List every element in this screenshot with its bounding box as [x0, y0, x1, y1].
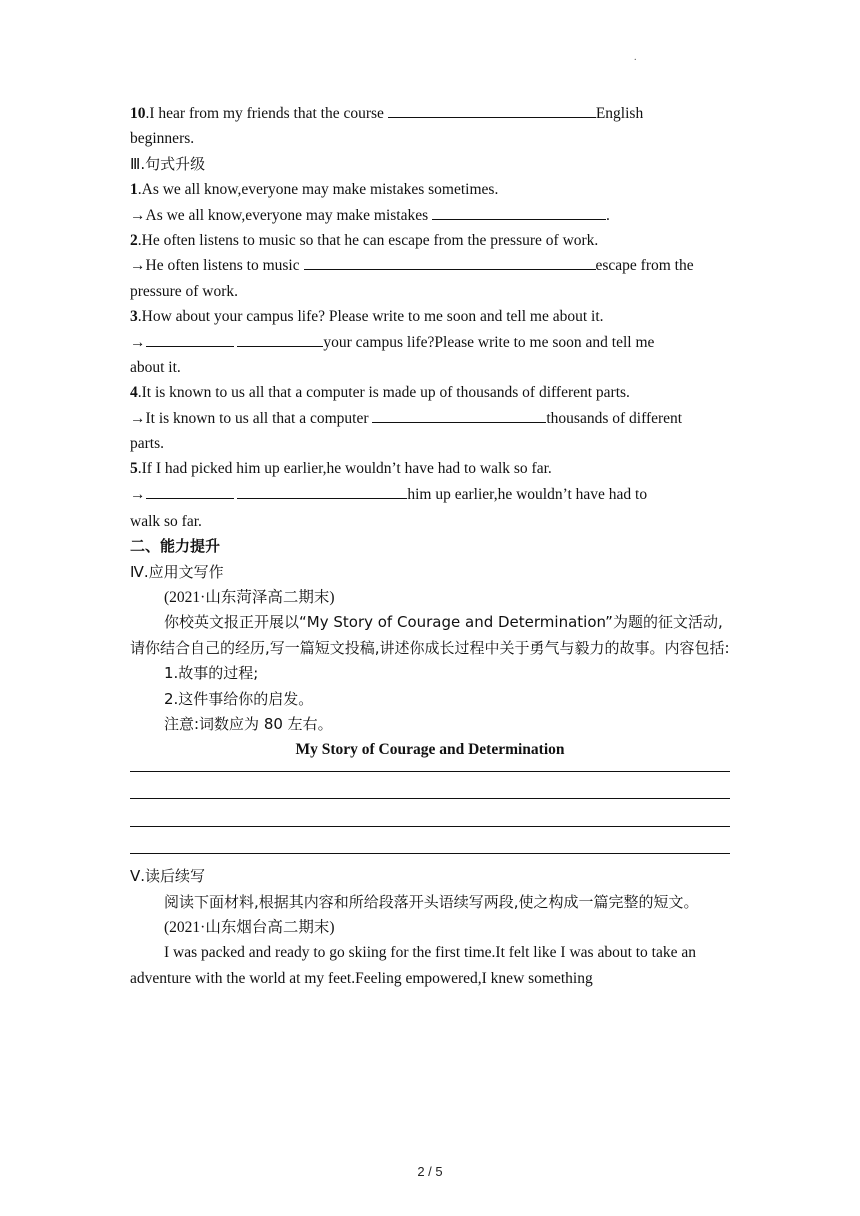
rewrite-text: →It is known to us all that a computer — [130, 409, 373, 427]
requirement-item-1: 1.故事的过程; — [164, 664, 259, 683]
rewrite-text: →As we all know,everyone may make mistakes — [130, 206, 433, 224]
sentence-3-rewrite-continued: about it. — [130, 358, 181, 376]
sentence-2-rewrite — [130, 253, 730, 278]
rewrite-text: . — [606, 206, 610, 224]
section-4-heading: Ⅳ.应用文写作 — [130, 562, 224, 581]
sentence-text: .He often listens to music so that he can escape from the pressure of work. — [137, 231, 599, 249]
rewrite-text: thousands of different — [546, 409, 683, 427]
reading-passage: I was packed and ready to go skiing for the first time.It felt like I was about to take an adventure with the world at my feet.Feeling empowered,I knew something — [130, 944, 697, 987]
sentence-text: .As we all know,everyone may make mistakes sometimes. — [137, 181, 499, 199]
answer-blank[interactable] — [388, 101, 596, 118]
question-number: 5 — [130, 460, 138, 478]
sentence-5-rewrite-continued: walk so far. — [130, 512, 202, 530]
rewrite-text: your campus life?Please write to me soon and tell me — [323, 333, 655, 351]
section-5-prompt: 阅读下面材料,根据其内容和所给段落开头语续写两段,使之构成一篇完整的短文。 — [164, 892, 699, 911]
essay-title: My Story of Courage and Determination — [295, 741, 565, 759]
section-3-heading: Ⅲ.句式升级 — [130, 154, 206, 173]
section-5-source: (2021·山东烟台高二期末) — [164, 919, 335, 937]
answer-blank[interactable] — [372, 406, 546, 423]
question-number: 1 — [130, 181, 138, 199]
requirement-item-2: 2.这件事给你的启发。 — [164, 689, 314, 708]
question-number: 10 — [130, 105, 146, 122]
section-4-prompt: 你校英文报正开展以“My Story of Courage and Determination”为题的征文活动,请你结合自己的经历,写一篇短文投稿,讲述你成长过程中关于勇气与毅力的故事。内容包括: — [130, 613, 730, 657]
section-5-heading: Ⅴ.读后续写 — [130, 867, 206, 886]
header-dot: . — [634, 52, 637, 63]
sentence-2-original — [130, 228, 730, 253]
answer-blank[interactable] — [237, 330, 323, 347]
sentence-1-original — [130, 177, 730, 202]
sentence-text: .If I had picked him up earlier,he wouldn’t have had to walk so far. — [137, 460, 552, 478]
answer-blank[interactable] — [304, 253, 596, 270]
question-number: 3 — [130, 308, 138, 326]
sentence-4-rewrite — [130, 406, 730, 431]
rewrite-text: → — [130, 333, 146, 351]
answer-blank[interactable] — [146, 330, 234, 347]
answer-blank[interactable] — [432, 203, 606, 220]
sentence-text: .How about your campus life? Please write to me soon and tell me about it. — [137, 308, 604, 326]
rewrite-text: →He often listens to music — [130, 257, 304, 275]
answer-blank[interactable] — [237, 482, 407, 499]
sentence-2-rewrite-continued: pressure of work. — [130, 282, 239, 300]
worksheet-page — [130, 101, 730, 991]
rewrite-text: him up earlier,he wouldn’t have had to — [407, 485, 648, 503]
question-text: English — [595, 105, 644, 122]
page-number: 2 / 5 — [417, 1164, 443, 1179]
word-count-note: 注意:词数应为 80 左右。 — [164, 715, 333, 734]
writing-line[interactable] — [130, 799, 730, 827]
sentence-3-rewrite — [130, 330, 730, 355]
writing-line[interactable] — [130, 763, 730, 772]
sentence-5-rewrite — [130, 482, 730, 509]
answer-blank[interactable] — [146, 482, 234, 499]
rewrite-text: escape from the — [595, 257, 694, 275]
sentence-1-rewrite — [130, 203, 730, 228]
sentence-4-original — [130, 380, 730, 405]
rewrite-text: → — [130, 485, 146, 503]
question-number: 4 — [130, 384, 138, 402]
question-number: 2 — [130, 231, 138, 249]
section-4-source: (2021·山东菏泽高二期末) — [164, 589, 335, 607]
question-10 — [130, 101, 730, 126]
question-text: .I hear from my friends that the course — [145, 105, 388, 122]
sentence-5-original — [130, 456, 730, 481]
sentence-4-rewrite-continued: parts. — [130, 435, 165, 453]
sentence-text: .It is known to us all that a computer is made up of thousands of different parts. — [137, 384, 630, 402]
writing-line[interactable] — [130, 772, 730, 800]
part-2-heading: 二、能力提升 — [130, 537, 221, 556]
sentence-3-original — [130, 304, 730, 329]
writing-line[interactable] — [130, 827, 730, 855]
question-10-continued: beginners. — [130, 130, 195, 148]
